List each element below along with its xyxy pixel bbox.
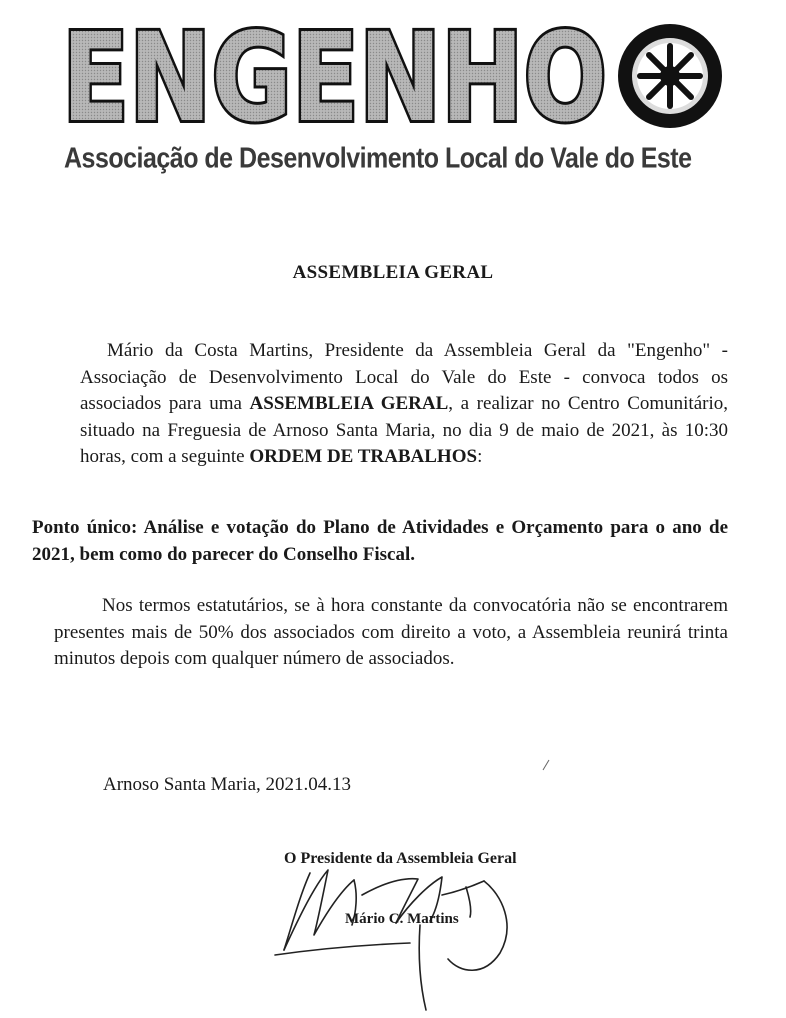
agenda-item: Ponto único: Análise e votação do Plano de Atividades e Orçamento para o ano de 2021, bem como do parecer do Conselho Fiscal. <box>32 517 728 565</box>
p1-text-3: : <box>477 446 483 467</box>
letterhead-subtitle: Associação de Desenvolvimento Local do Vale do Este <box>64 142 692 175</box>
quorum-paragraph <box>54 593 728 673</box>
p1-bold-assembly: ASSEMBLEIA GERAL <box>249 393 449 414</box>
p3-text: Nos termos estatutários, se à hora constante da convocatória não se encontrarem presentes mais de 50% dos associados com direito a voto, a Assembleia reunirá trinta minutos depois com qualquer número de associados. <box>54 595 728 669</box>
signatory-name: Mário C. Martins <box>345 911 459 927</box>
logo-letters: ENGENHO <box>62 18 607 138</box>
place-and-date: Arnoso Santa Maria, 2021.04.13 <box>103 774 352 795</box>
signatory-title: O Presidente da Assembleia Geral <box>284 850 517 867</box>
stray-mark <box>540 758 554 772</box>
document-title: ASSEMBLEIA GERAL <box>292 262 494 283</box>
convocation-paragraph <box>80 338 728 471</box>
engenho-logo-graphic <box>60 18 730 138</box>
logo-wheel-icon <box>618 24 722 128</box>
handwritten-signature <box>270 855 530 1015</box>
p1-text-2: , a realizar no Centro Comunitário, situado na Freguesia de Arnoso Santa Maria, no dia 9 de maio de 2021, às 10:30 horas, com a seguinte <box>80 393 728 467</box>
engenho-logo <box>60 18 730 138</box>
p1-text-1: Mário da Costa Martins, Presidente da Assembleia Geral da "Engenho" - Associação de Desenvolvimento Local do Vale do Este - convoca todos os associados para uma <box>80 340 728 414</box>
p1-bold-agenda: ORDEM DE TRABALHOS <box>249 446 478 467</box>
